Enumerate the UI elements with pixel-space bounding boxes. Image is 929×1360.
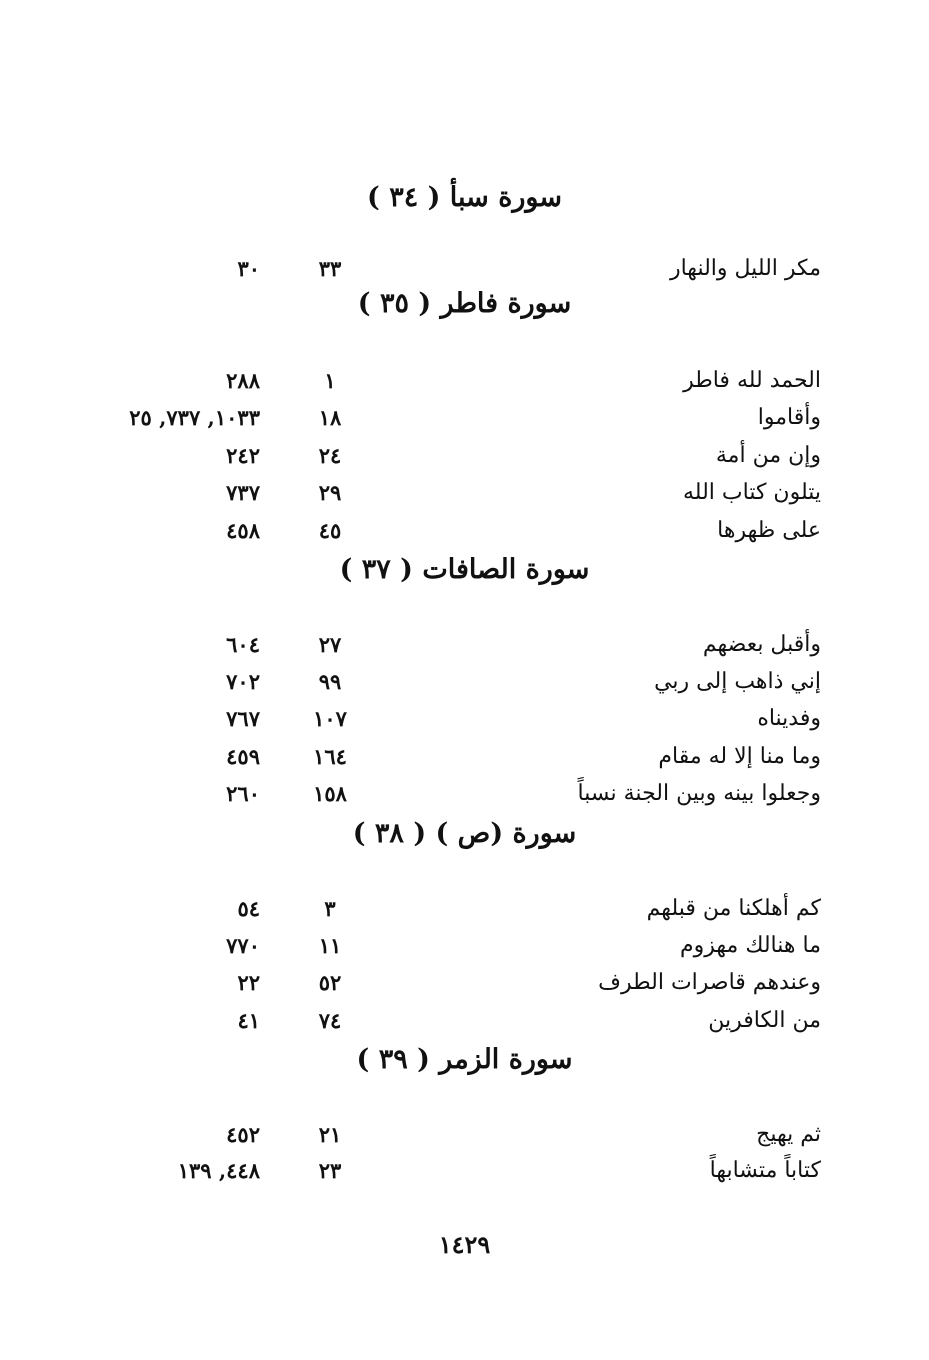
entry-verse-number: ٢١ — [318, 1122, 342, 1147]
index-row — [0, 706, 929, 742]
entry-page-refs: ٢٦٠ — [226, 781, 260, 806]
entry-phrase: إني ذاهب إلى ربي — [654, 669, 821, 694]
entry-verse-number: ٢٤ — [318, 443, 342, 468]
entry-page-refs: ٤٤٨, ١٣٩ — [177, 1158, 260, 1183]
index-row — [0, 256, 929, 292]
index-row — [0, 518, 929, 554]
entry-page-refs: ٢٤٢ — [226, 443, 260, 468]
surah-heading-saba: سورة سبأ ( ٣٤ ) — [367, 182, 562, 213]
entry-phrase: الحمد لله فاطر — [683, 368, 821, 393]
index-row — [0, 443, 929, 479]
entry-verse-number: ١٠٧ — [313, 706, 347, 731]
entry-page-refs: ٣٠ — [237, 256, 260, 281]
index-row — [0, 1158, 929, 1194]
index-row — [0, 744, 929, 780]
surah-heading-sad: سورة (ص ) ( ٣٨ ) — [352, 818, 577, 849]
index-row — [0, 1008, 929, 1044]
entry-page-refs: ٢٨٨ — [226, 368, 260, 393]
entry-verse-number: ٥٢ — [318, 970, 342, 995]
surah-heading-fatir: سورة فاطر ( ٣٥ ) — [357, 288, 572, 319]
entry-page-refs: ٥٤ — [237, 896, 260, 921]
entry-phrase: وعندهم قاصرات الطرف — [598, 970, 821, 995]
surah-heading-as-saffat: سورة الصافات ( ٣٧ ) — [339, 554, 590, 585]
surah-heading-az-zumar: سورة الزمر ( ٣٩ ) — [356, 1044, 573, 1075]
index-row — [0, 896, 929, 932]
entry-verse-number: ٣٣ — [318, 256, 342, 281]
index-row — [0, 632, 929, 668]
entry-phrase: وأقاموا — [757, 405, 821, 430]
entry-phrase: ثم يهيج — [756, 1122, 821, 1147]
index-row — [0, 405, 929, 441]
index-row — [0, 933, 929, 969]
entry-phrase: من الكافرين — [708, 1008, 821, 1033]
entry-verse-number: ١٨ — [318, 405, 342, 430]
entry-phrase: كم أهلكنا من قبلهم — [646, 896, 821, 921]
entry-phrase: مكر الليل والنهار — [669, 256, 821, 281]
entry-page-refs: ٧٠٢ — [226, 669, 260, 694]
entry-phrase: وما منا إلا له مقام — [658, 744, 821, 769]
entry-page-refs: ٧٧٠ — [226, 933, 260, 958]
entry-page-refs: ١٠٣٣, ٧٣٧, ٢٥ — [129, 405, 260, 430]
entry-verse-number: ٢٣ — [318, 1158, 342, 1183]
entry-page-refs: ٢٢ — [237, 970, 260, 995]
entry-phrase: على ظهرها — [717, 518, 821, 543]
entry-verse-number: ٩٩ — [318, 669, 342, 694]
index-row — [0, 669, 929, 705]
entry-phrase: ما هنالك مهزوم — [680, 933, 821, 958]
entry-phrase: وفديناه — [757, 706, 821, 731]
entry-verse-number: ٧٤ — [318, 1008, 342, 1033]
index-row — [0, 1122, 929, 1158]
entry-verse-number: ٣ — [324, 896, 336, 921]
entry-verse-number: ٢٩ — [318, 480, 342, 505]
index-row — [0, 368, 929, 404]
entry-page-refs: ٤٥٨ — [226, 518, 260, 543]
entry-page-refs: ٧٣٧ — [226, 480, 260, 505]
entry-verse-number: ١٦٤ — [313, 744, 347, 769]
entry-phrase: وإن من أمة — [715, 443, 821, 468]
entry-phrase: وأقبل بعضهم — [702, 632, 821, 657]
index-row — [0, 480, 929, 516]
entry-verse-number: ٢٧ — [318, 632, 342, 657]
entry-page-refs: ٦٠٤ — [226, 632, 260, 657]
entry-phrase: يتلون كتاب الله — [683, 480, 821, 505]
entry-page-refs: ٧٦٧ — [226, 706, 260, 731]
entry-page-refs: ٤٥٢ — [226, 1122, 260, 1147]
entry-verse-number: ٤٥ — [318, 518, 342, 543]
index-row — [0, 781, 929, 817]
entry-phrase: وجعلوا بينه وبين الجنة نسباً — [577, 781, 821, 806]
entry-verse-number: ١ — [324, 368, 336, 393]
index-row — [0, 970, 929, 1006]
entry-phrase: كتاباً متشابهاً — [709, 1158, 821, 1183]
entry-page-refs: ٤٥٩ — [226, 744, 260, 769]
entry-verse-number: ١١ — [318, 933, 342, 958]
page-number: ١٤٢٩ — [438, 1230, 491, 1259]
entry-page-refs: ٤١ — [237, 1008, 260, 1033]
entry-verse-number: ١٥٨ — [313, 781, 347, 806]
